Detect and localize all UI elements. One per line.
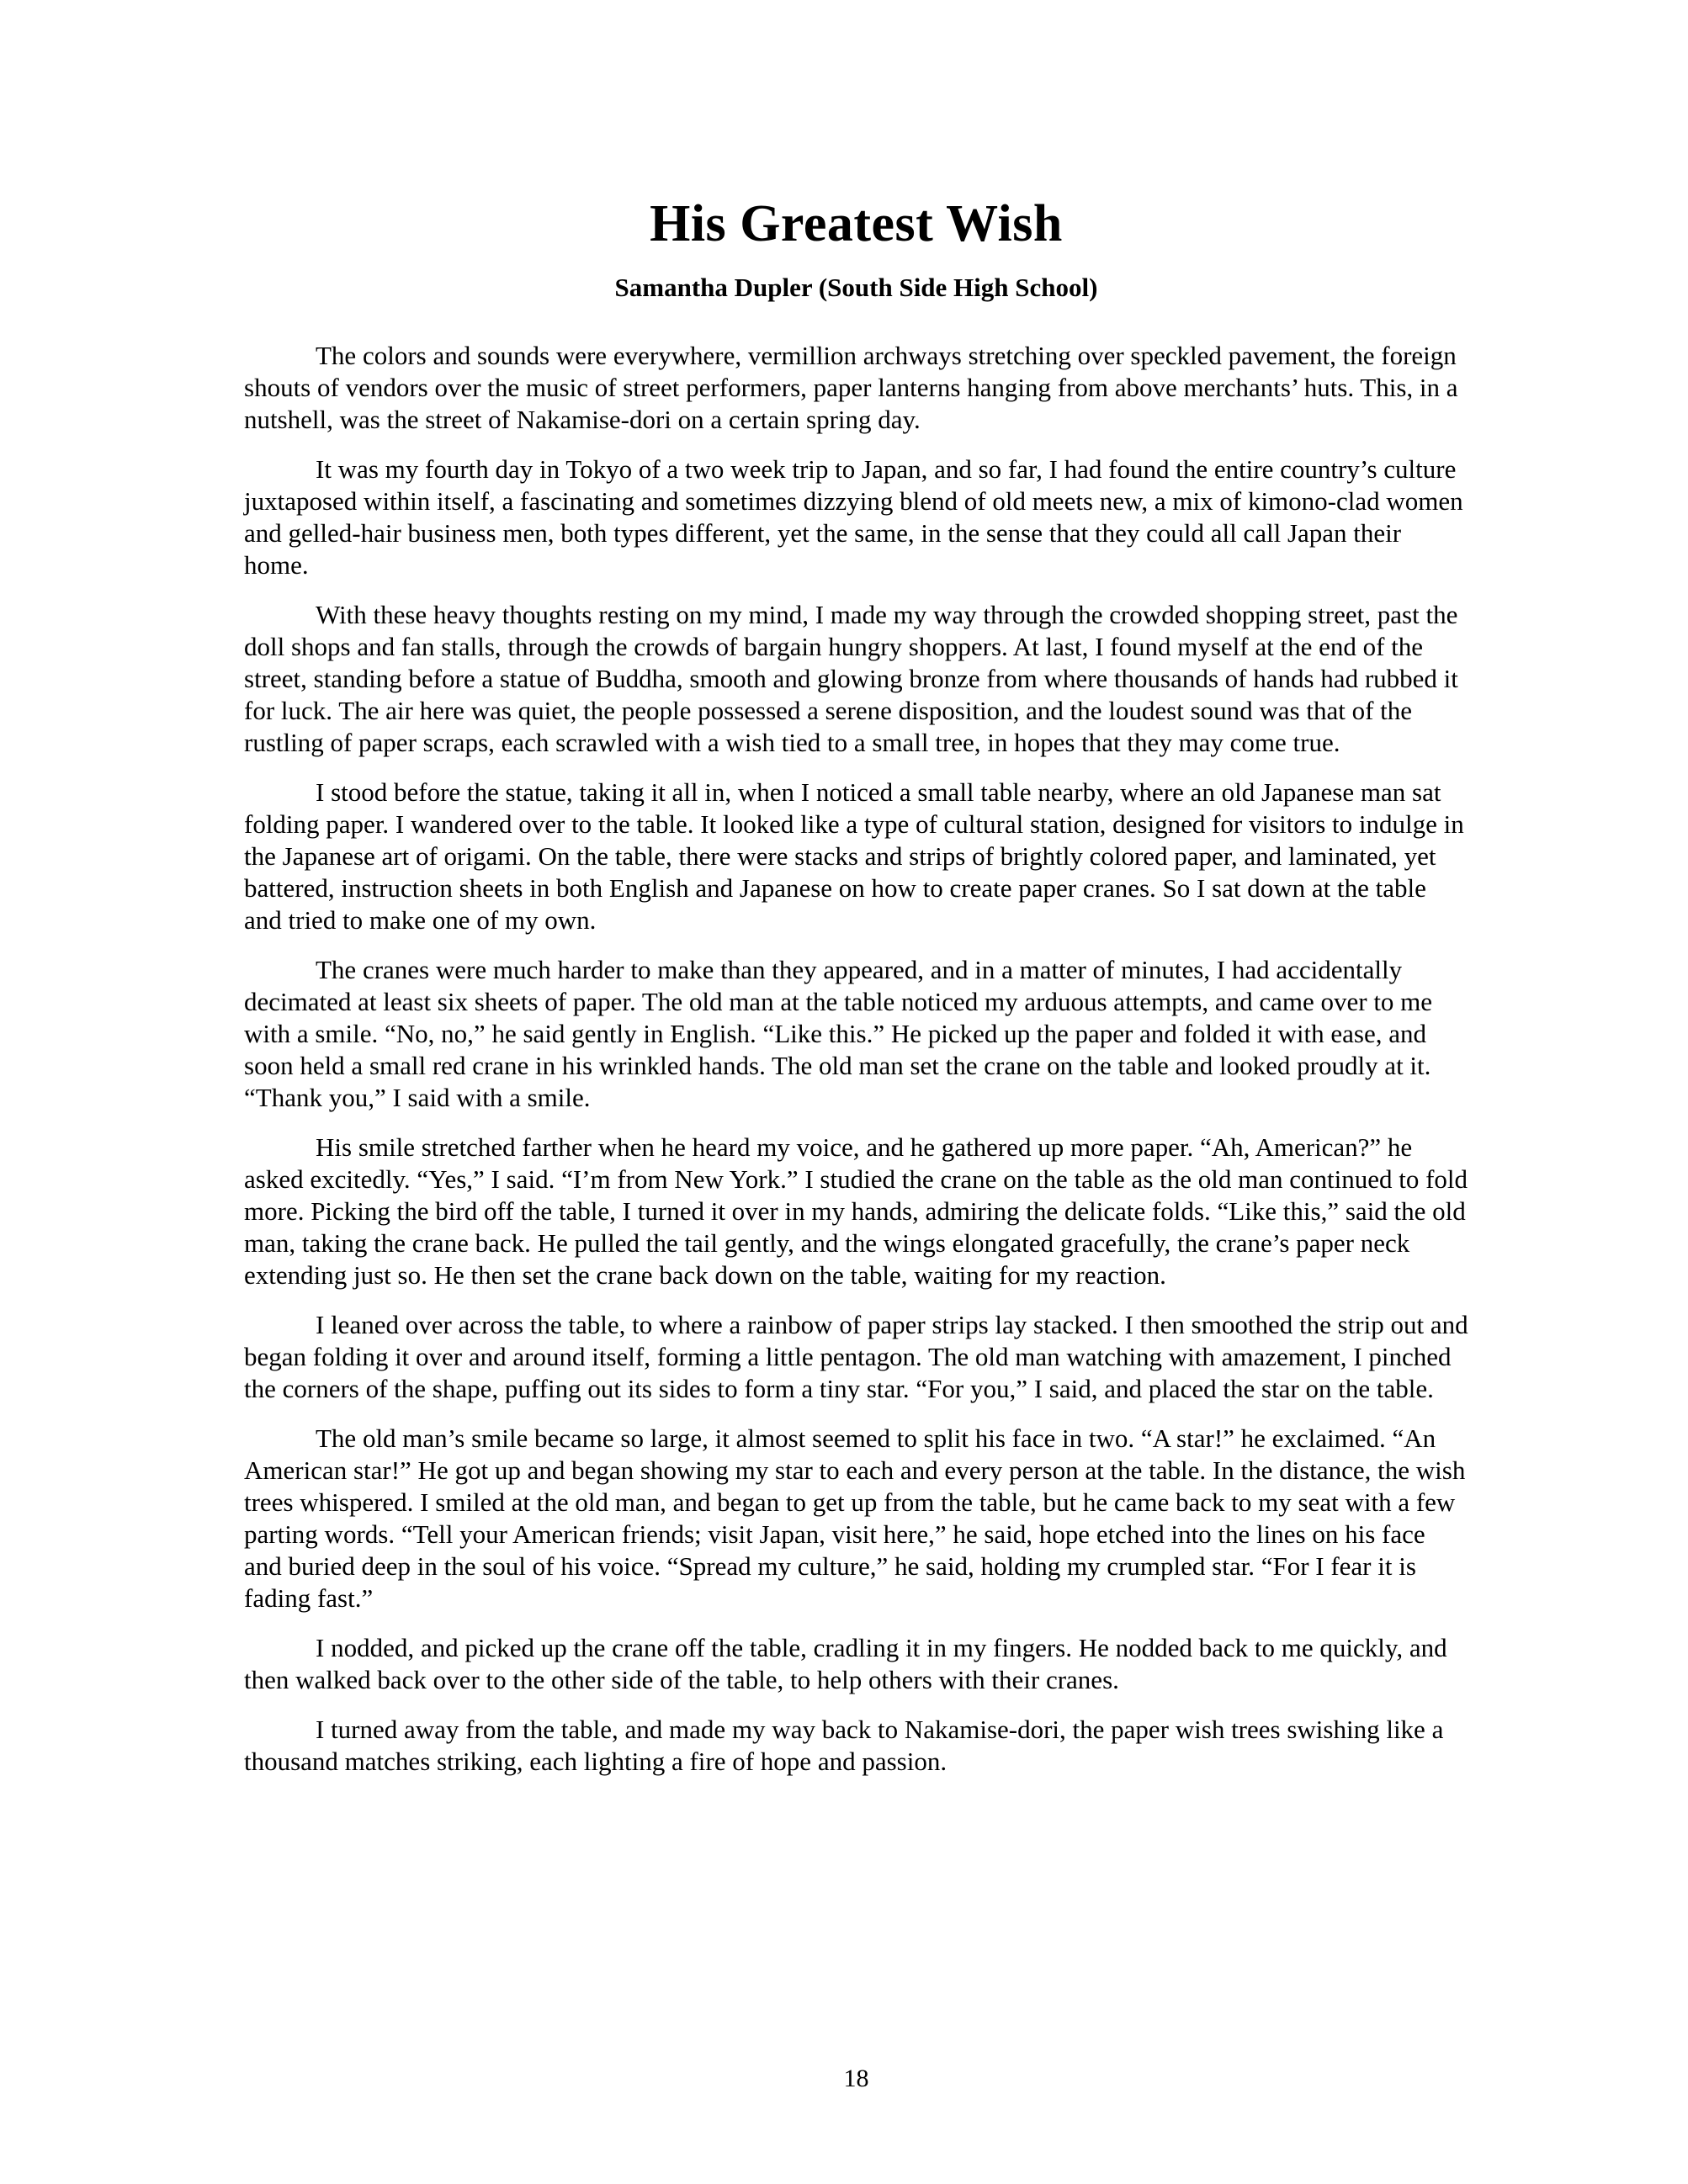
page-number: 18 xyxy=(843,2065,869,2092)
story-paragraph: I leaned over across the table, to where a rainbow of paper strips lay stacked. I then smoothed the strip out and began folding it over and around itself, forming a little pentagon. The old man watching with amazement, I pinched the corners of the shape, puffing out its sides to form a tiny star. “For you,” I said, and placed the star on the table. xyxy=(244,1310,1468,1403)
story-paragraph: The colors and sounds were everywhere, vermillion archways stretching over speckled pavement, the foreign shouts of vendors over the music of street performers, paper lanterns hanging from above merchants’ huts. This, in a nutshell, was the street of Nakamise-dori on a certain spring day. xyxy=(244,341,1458,434)
story-paragraph: The cranes were much harder to make than they appeared, and in a matter of minutes, I had accidentally decimated at least six sheets of paper. The old man at the table noticed my arduous attempts, and came over to me with a smile. “No, no,” he said gently in English. “Like this.” He picked up the paper and folded it with ease, and soon held a small red crane in his wrinkled hands. The old man set the crane on the table and looked proudly at it. “Thank you,” I said with a smile. xyxy=(244,955,1433,1112)
story-paragraph: I stood before the statue, taking it all in, when I noticed a small table nearby, where an old Japanese man sat folding paper. I wandered over to the table. It looked like a type of cultural station, designed for visitors to indulge in the Japanese art of origami. On the table, there were stacks and strips of brightly colored paper, and laminated, yet battered, instruction sheets in both English and Japanese on how to create paper cranes. So I sat down at the table and tried to make one of my own. xyxy=(244,777,1464,935)
story-paragraph: His smile stretched farther when he heard my voice, and he gathered up more paper. “Ah, American?” he asked excitedly. “Yes,” I said. “I’m from New York.” I studied the crane on the table as the old man continued to fold more. Picking the bird off the table, I turned it over in my hands, admiring the delicate folds. “Like this,” said the old man, taking the crane back. He pulled the tail gently, and the wings elongated gracefully, the crane’s paper neck extending just so. He then set the crane back down on the table, waiting for my reaction. xyxy=(244,1132,1468,1290)
story-paragraph: I nodded, and picked up the crane off the table, cradling it in my fingers. He nodded back to me quickly, and then walked back over to the other side of the table, to help others with their cranes. xyxy=(244,1633,1447,1694)
story-body xyxy=(244,340,1468,1778)
text-column xyxy=(244,0,1468,1795)
story-byline: Samantha Dupler (South Side High School) xyxy=(614,273,1098,302)
story-title: His Greatest Wish xyxy=(650,195,1063,252)
story-paragraph: It was my fourth day in Tokyo of a two week trip to Japan, and so far, I had found the entire country’s culture juxtaposed within itself, a fascinating and sometimes dizzying blend of old meets new, a mix of kimono-clad women and gelled-hair business men, both types different, yet the same, in the sense that they could all call Japan their home. xyxy=(244,454,1463,580)
story-paragraph: The old man’s smile became so large, it almost seemed to split his face in two. “A star!” he exclaimed. “An American star!” He got up and began showing my star to each and every person at the table. In the distance, the wish trees whispered. I smiled at the old man, and began to get up from the table, but he came back to my seat with a few parting words. “Tell your American friends; visit Japan, visit here,” he said, hope etched into the lines on his face and buried deep in the soul of his voice. “Spread my culture,” he said, holding my crumpled star. “For I fear it is fading fast.” xyxy=(244,1423,1466,1613)
story-paragraph: With these heavy thoughts resting on my mind, I made my way through the crowded shopping street, past the doll shops and fan stalls, through the crowds of bargain hungry shoppers. At last, I found myself at the end of the street, standing before a statue of Buddha, smooth and glowing bronze from where thousands of hands had rubbed it for luck. The air here was quiet, the people possessed a serene disposition, and the loudest sound was that of the rustling of paper scraps, each scrawled with a wish tied to a small tree, in hopes that they may come true. xyxy=(244,600,1458,757)
story-paragraph: I turned away from the table, and made my way back to Nakamise-dori, the paper wish trees swishing like a thousand matches striking, each lighting a fire of hope and passion. xyxy=(244,1715,1444,1776)
